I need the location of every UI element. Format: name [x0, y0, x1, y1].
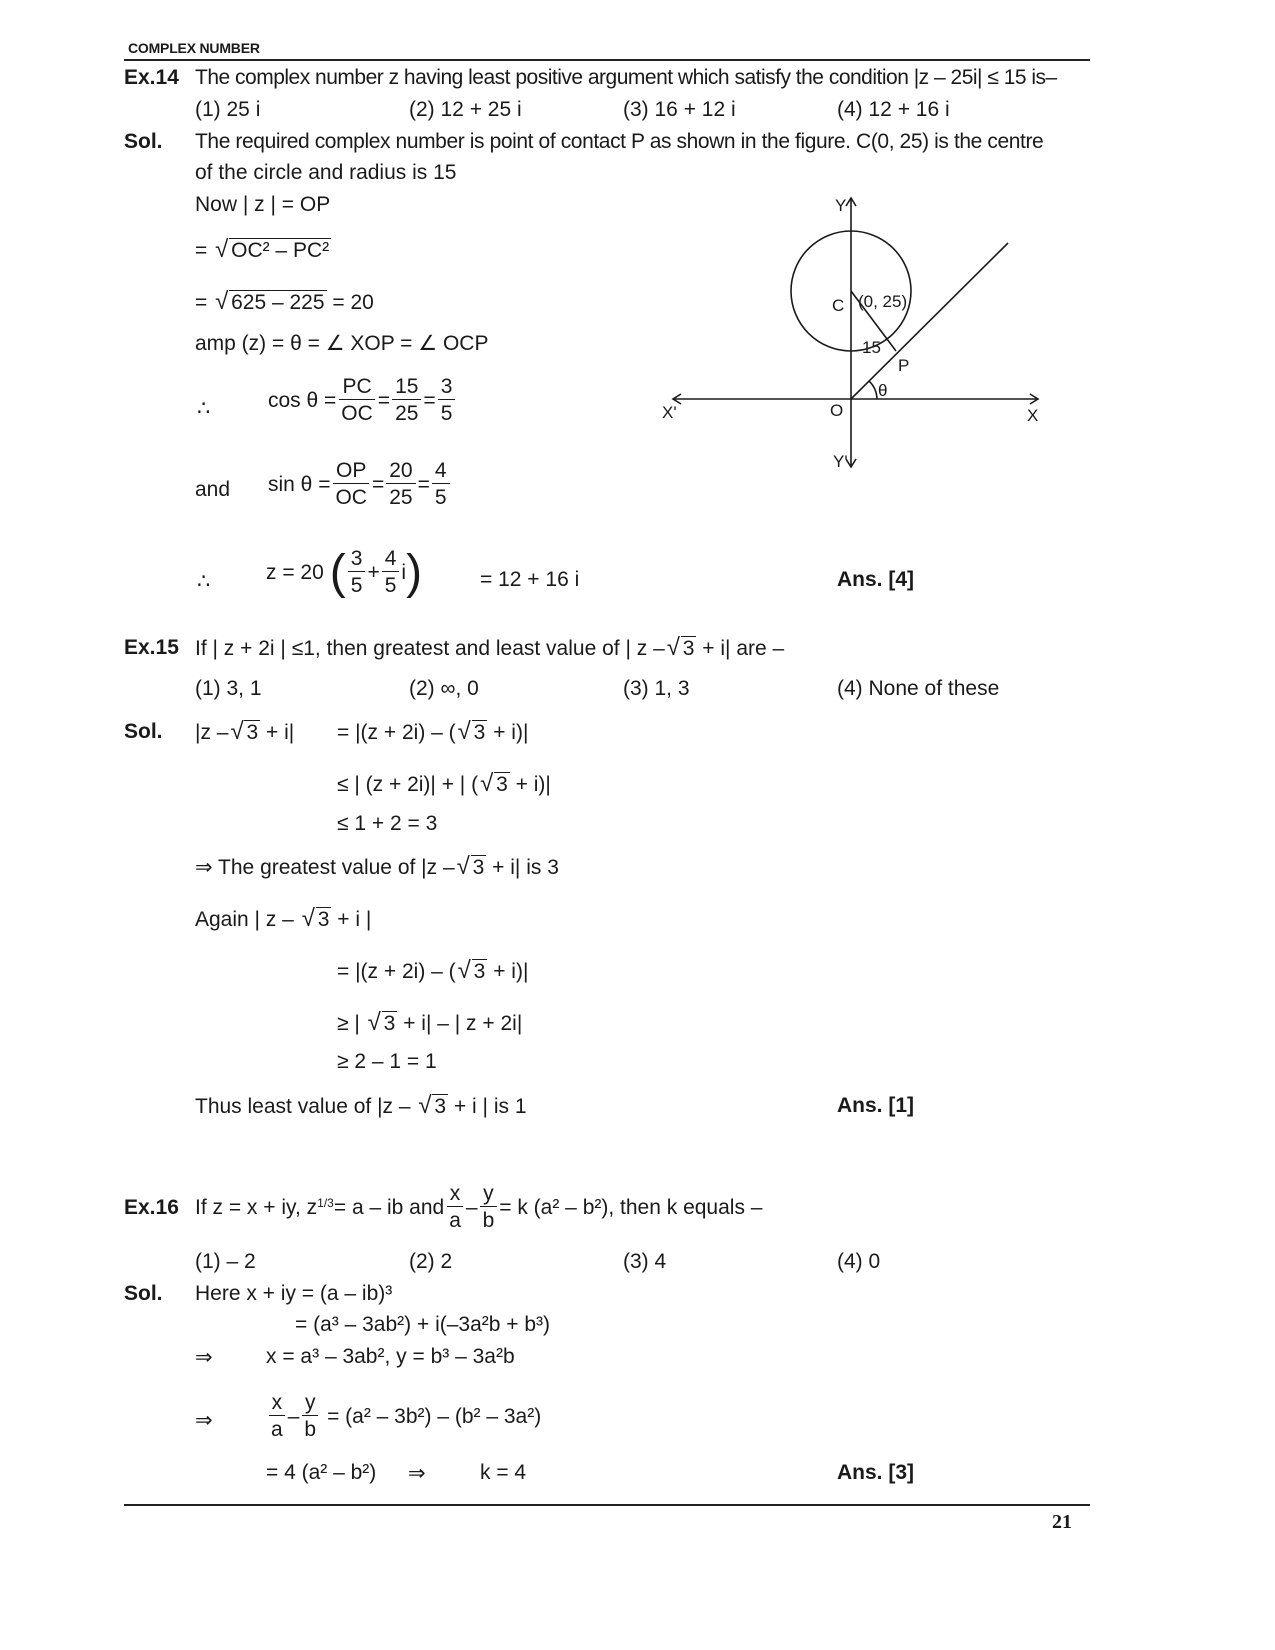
- fraction: $\frac{20}{25}$: [386, 458, 415, 511]
- ex16-question: If z = x + iy, z $^{1/3}$ = a – ib and $\frac{x}{a}$ – $\frac{y}{b}$ = k (a² – b²), then k equals –: [195, 1180, 762, 1236]
- ex16-label: Ex.16: [124, 1196, 179, 1219]
- ex14-cos-eq: cos θ = $\frac{PC}{OC}$ = $\frac{15}{25}$ = $\frac{3}{5}$: [268, 374, 457, 427]
- center-coords: (0, 25): [858, 292, 908, 311]
- ex14-sol-label: Sol.: [124, 130, 163, 153]
- fraction: $\frac{15}{25}$: [392, 374, 421, 427]
- ex14-option-4: (4) 12 + 16 i: [837, 98, 950, 121]
- ex16-sol-line3: x = a³ – 3ab², y = b³ – 3a²b: [266, 1345, 515, 1368]
- ex15-question: If | z + 2i | ≤1, then greatest and least value of | z – √ 3 + i| are –: [195, 636, 784, 661]
- x-neg-label: X': [662, 403, 677, 422]
- ex14-question: The complex number z having least positive argument which satisfy the condition |z – 25i| ≤ 15 is–: [195, 66, 1057, 89]
- fraction: $\frac{y}{b}$: [480, 1181, 498, 1234]
- fraction: $\frac{y}{b}$: [301, 1390, 319, 1443]
- ex15-sol-line7: ≥ | √ 3 + i| – | z + 2i|: [337, 1011, 522, 1036]
- running-header: COMPLEX NUMBER: [128, 40, 260, 56]
- ex16-sol-label: Sol.: [124, 1282, 163, 1305]
- x-label: X: [1027, 406, 1039, 425]
- ex15-option-3: (3) 1, 3: [623, 677, 690, 700]
- sqrt-symbol: √ 3: [230, 720, 260, 745]
- ex15-sol-line6: = |(z + 2i) – ( √ 3 + i)|: [337, 959, 528, 984]
- ex15-sol-line1: = |(z + 2i) – ( √ 3 + i)|: [337, 720, 528, 745]
- fraction: $\frac{4}{5}$: [432, 458, 450, 511]
- ex14-eq1: = √ OC² – PC²: [195, 238, 331, 263]
- ex16-sol-line4: $\frac{x}{a}$ – $\frac{y}{b}$ = (a² – 3b²) – (b² – 3a²): [266, 1390, 541, 1443]
- sqrt-symbol: √ 3: [480, 772, 510, 797]
- ex15-sol-line2: ≤ | (z + 2i)| + | ( √ 3 + i)|: [337, 772, 551, 797]
- fraction: $\frac{PC}{OC}$: [341, 375, 373, 426]
- sqrt-symbol: √ 3: [368, 1011, 398, 1036]
- and-label: and: [195, 478, 231, 501]
- radius-label: 15: [862, 338, 881, 357]
- ex15-option-2: (2) ∞, 0: [409, 677, 479, 700]
- fraction: $\frac{4}{5}$: [382, 546, 400, 599]
- angle-arc: [869, 381, 877, 399]
- ex15-greatest-line: ⇒ The greatest value of |z – √ 3 + i| is 3: [195, 855, 559, 880]
- ex16-sol-line1: Here x + iy = (a – ib)³: [195, 1282, 393, 1305]
- ex16-option-2: (2) 2: [409, 1250, 453, 1273]
- ex14-eq2: = √ 625 – 225 = 20: [195, 290, 374, 315]
- ex14-sin-eq: sin θ = $\frac{OP}{OC}$ = $\frac{20}{25}$ = $\frac{4}{5}$: [268, 458, 452, 511]
- sqrt-symbol: √ 3: [458, 959, 488, 984]
- ex14-option-2: (2) 12 + 25 i: [409, 98, 522, 121]
- ex14-label: Ex.14: [124, 66, 179, 89]
- sqrt-symbol: √ 3: [667, 636, 697, 661]
- therefore-symbol: ∴: [197, 570, 211, 593]
- ex15-option-4: (4) None of these: [837, 677, 1000, 700]
- sqrt-symbol: √ 3: [458, 720, 488, 745]
- sqrt-symbol: √ 3: [457, 855, 487, 880]
- ex15-option-1: (1) 3, 1: [195, 677, 262, 700]
- y-label: Y: [835, 196, 847, 215]
- implies-arrow: ⇒: [408, 1462, 426, 1485]
- ex15-least-line: Thus least value of |z – √ 3 + i | is 1: [195, 1094, 527, 1119]
- ex16-option-1: (1) – 2: [195, 1250, 256, 1273]
- ex14-sol-line1: The required complex number is point of contact P as shown in the figure. C(0, 25) is the centre: [195, 130, 1044, 153]
- sqrt-symbol: √ 625 – 225: [215, 290, 326, 315]
- page-number: 21: [1052, 1511, 1072, 1533]
- ex15-sol-lhs: |z – √ 3 + i|: [195, 720, 294, 745]
- footer-rule: [124, 1504, 1090, 1506]
- ex16-k-value: k = 4: [480, 1461, 527, 1484]
- sqrt-symbol: √ 3: [302, 907, 332, 932]
- ex16-answer: Ans. [3]: [837, 1461, 915, 1484]
- origin-label: O: [830, 401, 844, 420]
- fraction: $\frac{3}{5}$: [438, 374, 456, 427]
- ex14-option-3: (3) 16 + 12 i: [623, 98, 736, 121]
- tangent-line: [851, 243, 1008, 399]
- ex15-sol-label: Sol.: [124, 720, 163, 743]
- fraction: $\frac{OP}{OC}$: [332, 458, 370, 511]
- y-neg-label: Y': [833, 452, 848, 471]
- fraction: $\frac{x}{a}$: [268, 1390, 286, 1443]
- implies-arrow: ⇒: [195, 1409, 213, 1432]
- point-label: P: [898, 356, 910, 375]
- ex14-amp-line: amp (z) = θ = ∠ XOP = ∠ OCP: [195, 332, 489, 355]
- angle-label: θ: [878, 381, 888, 400]
- ex15-answer: Ans. [1]: [837, 1094, 915, 1117]
- ex14-z-eq: z = 20 ( $\frac{3}{5}$ + $\frac{4}{5}$ i ): [266, 545, 423, 599]
- ex15-sol-line8: ≥ 2 – 1 = 1: [337, 1050, 437, 1073]
- implies-arrow: ⇒: [195, 1346, 213, 1369]
- ex16-option-4: (4) 0: [837, 1250, 881, 1273]
- sqrt-symbol: √ 3: [418, 1094, 448, 1119]
- therefore-symbol: ∴: [197, 397, 211, 420]
- ex15-again-line: Again | z – √ 3 + i |: [195, 907, 371, 932]
- ex16-sol-line5: = 4 (a² – b²): [266, 1461, 377, 1484]
- ex14-now-line: Now | z | = OP: [195, 193, 331, 216]
- ex14-option-1: (1) 25 i: [195, 98, 261, 121]
- ex16-sol-line2: = (a³ – 3ab²) + i(–3a²b + b³): [295, 1313, 551, 1336]
- center-label: C: [832, 296, 845, 315]
- circle-tangent-figure: [650, 190, 1070, 480]
- ex14-z-result: = 12 + 16 i: [480, 568, 580, 591]
- fraction: $\frac{3}{5}$: [348, 546, 366, 599]
- ex16-option-3: (3) 4: [623, 1250, 667, 1273]
- fraction: $\frac{x}{a}$: [446, 1181, 464, 1234]
- ex15-sol-line3: ≤ 1 + 2 = 3: [337, 812, 438, 835]
- sqrt-symbol: √ OC² – PC²: [215, 238, 331, 263]
- ex14-answer: Ans. [4]: [837, 568, 915, 591]
- ex14-sol-line2: of the circle and radius is 15: [195, 161, 457, 184]
- ex15-label: Ex.15: [124, 636, 179, 659]
- header-rule: [124, 59, 1090, 61]
